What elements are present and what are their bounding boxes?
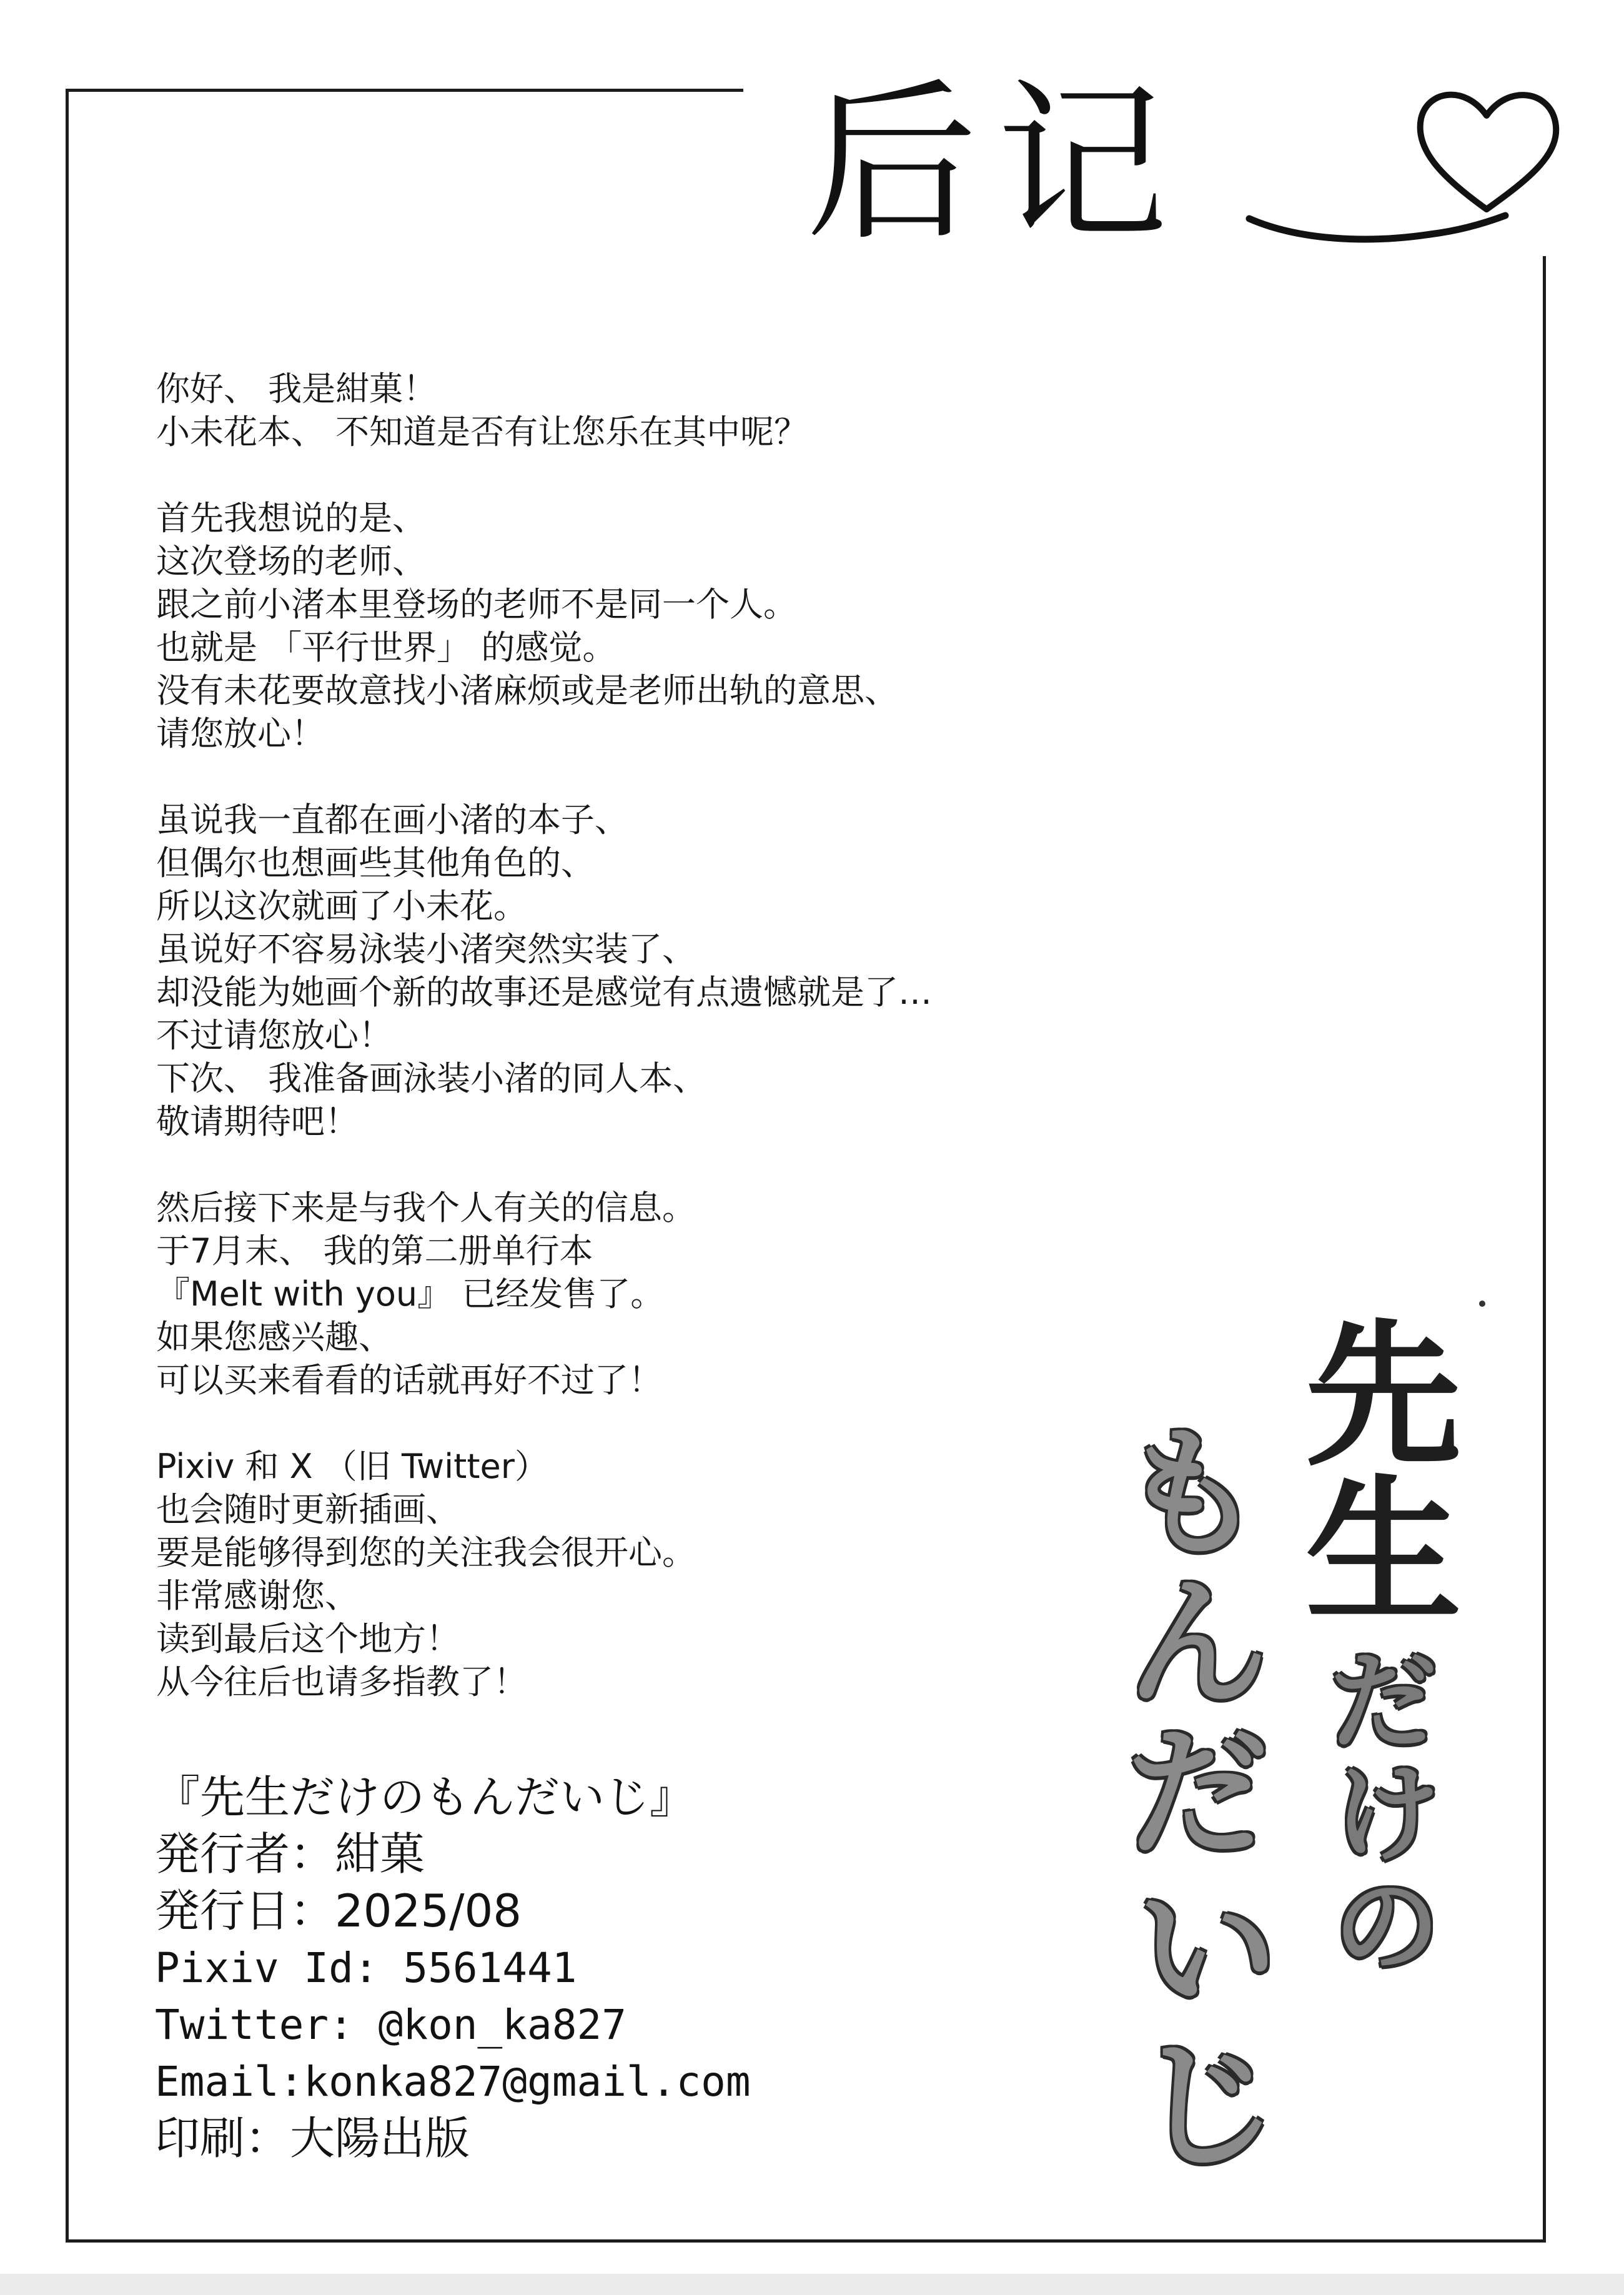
body-line: 『Melt with you』 已经发售了。 bbox=[156, 1274, 665, 1314]
logo-glyph: 先 bbox=[1305, 1305, 1462, 1487]
page-edge-strip bbox=[0, 2274, 1624, 2295]
vertical-title-logo bbox=[1118, 1305, 1468, 2205]
logo-glyph: じ bbox=[1137, 2025, 1277, 2188]
colophon-publisher: 発行者：紺菓 bbox=[155, 1828, 425, 1880]
body-line: 如果您感兴趣、 bbox=[156, 1317, 392, 1357]
logo-glyph: だ bbox=[1127, 1712, 1268, 1876]
logo-glyph: い bbox=[1137, 1868, 1277, 2032]
body-line: 下次、 我准备画泳装小渚的同人本、 bbox=[156, 1059, 707, 1098]
logo-glyph: け bbox=[1334, 1753, 1440, 1876]
body-line: 不过请您放心！ bbox=[156, 1016, 392, 1055]
colophon-work-title: 『先生だけのもんだいじ』 bbox=[155, 1771, 695, 1823]
logo-glyph: ん bbox=[1127, 1562, 1268, 1726]
body-line: 你好、 我是紺菓！ bbox=[156, 369, 437, 409]
body-line: Pixiv 和 X （旧 Twitter） bbox=[156, 1447, 548, 1486]
body-line: 但偶尔也想画些其他角色的、 bbox=[156, 843, 595, 883]
body-line: 虽说好不容易泳装小渚突然实装了、 bbox=[156, 929, 696, 969]
body-line: 这次登场的老师、 bbox=[156, 542, 426, 581]
colophon-date: 発行日：2025/08 bbox=[155, 1885, 522, 1937]
colophon bbox=[155, 1769, 1092, 2167]
body-line: 敬请期待吧！ bbox=[156, 1102, 359, 1141]
heart-icon bbox=[1405, 69, 1568, 231]
logo-glyph: も bbox=[1121, 1412, 1262, 1576]
colophon-twitter: Twitter: @kon_ka827 bbox=[155, 2001, 626, 2049]
body-line: 却没能为她画个新的故事还是感觉有点遗憾就是了… bbox=[156, 973, 932, 1012]
body-line: 读到最后这个地方！ bbox=[156, 1619, 460, 1658]
body-line: 可以买来看看的话就再好不过了！ bbox=[156, 1361, 662, 1400]
logo-glyph: の bbox=[1334, 1865, 1440, 1989]
logo-glyph: だ bbox=[1330, 1640, 1437, 1764]
colophon-pixiv: Pixiv Id: 5561441 bbox=[155, 1944, 577, 1992]
body-line: 虽说我一直都在画小渚的本子、 bbox=[156, 800, 628, 840]
page-title: 后记 bbox=[806, 64, 1187, 264]
body-line: 然后接下来是与我个人有关的信息。 bbox=[156, 1188, 696, 1227]
body-line: 首先我想说的是、 bbox=[156, 498, 426, 538]
colophon-printer: 印刷：大陽出版 bbox=[155, 2112, 470, 2164]
body-line: 没有未花要故意找小渚麻烦或是老师出轨的意思、 bbox=[156, 671, 898, 710]
afterword-body bbox=[156, 367, 1249, 1703]
colophon-email: Email:konka827@gmail.com bbox=[155, 2058, 751, 2106]
dot-mark bbox=[1479, 1301, 1485, 1307]
body-line: 要是能够得到您的关注我会很开心。 bbox=[156, 1533, 696, 1572]
body-line: 所以这次就画了小未花。 bbox=[156, 886, 527, 926]
logo-glyph: 生 bbox=[1305, 1461, 1462, 1643]
body-line: 也会随时更新插画、 bbox=[156, 1490, 460, 1529]
body-line: 小未花本、 不知道是否有让您乐在其中呢？ bbox=[156, 412, 808, 452]
body-line: 跟之前小渚本里登场的老师不是同一个人。 bbox=[156, 585, 797, 624]
body-line: 于7月末、 我的第二册单行本 bbox=[156, 1231, 593, 1271]
body-line: 非常感谢您、 bbox=[156, 1576, 359, 1615]
body-line: 请您放心！ bbox=[156, 714, 325, 753]
body-line: 从今往后也请多指教了！ bbox=[156, 1662, 527, 1702]
body-line: 也就是 「平行世界」 的感觉。 bbox=[156, 628, 616, 667]
